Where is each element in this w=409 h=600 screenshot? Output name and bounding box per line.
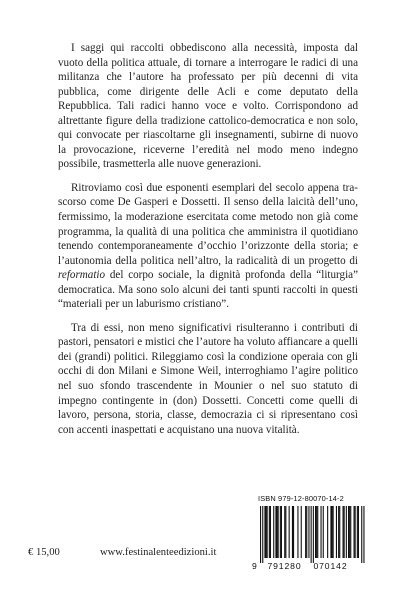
barcode-bar bbox=[315, 506, 316, 558]
barcode-bar bbox=[354, 506, 355, 558]
barcode-bar bbox=[293, 506, 294, 558]
barcode-bar bbox=[344, 506, 345, 558]
barcode-bar bbox=[358, 506, 359, 558]
isbn-label: ISBN 979-12-80070-14-2 bbox=[258, 494, 344, 503]
barcode-bar bbox=[333, 506, 334, 558]
barcode-bar bbox=[348, 506, 349, 558]
barcode-bar bbox=[284, 506, 285, 558]
paragraph-2 bbox=[58, 181, 358, 312]
barcode-bar bbox=[285, 506, 286, 558]
barcode-bar bbox=[327, 506, 328, 558]
barcode-bar bbox=[306, 506, 307, 558]
barcode-bar bbox=[280, 506, 281, 558]
barcode-bar bbox=[321, 506, 322, 558]
barcode-bar bbox=[336, 506, 337, 558]
barcode-bar bbox=[305, 506, 306, 558]
barcode-bar bbox=[317, 506, 318, 558]
barcode-guard-bar bbox=[260, 506, 261, 563]
barcode-guard-bar bbox=[262, 506, 263, 563]
barcode-bar bbox=[357, 506, 358, 558]
paragraph-3: Tra di essi, non meno significativi risulteranno i contributi di pastori, pensatori e mistici che l’autore ha voluto affiancare a quelli dei (grandi) politici. Rileggiamo così la condizione operaia con gli occhi di don Milani e Simone Weil, interroghiamo l’agire politico nel suo sfondo trascendente in Mounier o nel suo statuto di impegno contingente in (don) Dossetti. Concetti come quelli di lavoro, persona, storia, classe, democrazia ci si ripresentano così con accenti inaspettati e acquistano una nuova vitalità. bbox=[58, 321, 358, 436]
paragraph-2-part-1: Ritroviamo così due esponenti esemplari del secolo appena trascorso come De Gasperi e Dossetti. Il senso della laicità dell’uno, fermissimo, la moderazione esercitata come metodo non già come programma, la qualità di una politica che amministra il quotidiano tenendo contemporaneamente d’occhio l’orizzonte della storia; e l’autonomia della politica nell’altro, la radicalità di un progetto di bbox=[58, 181, 358, 267]
barcode-guard-bar bbox=[363, 506, 364, 563]
publisher-website: www.festinalenteedizioni.it bbox=[100, 547, 217, 558]
barcode-bar bbox=[278, 506, 279, 558]
barcode-bar bbox=[330, 506, 331, 558]
barcode-bar bbox=[275, 506, 276, 558]
barcode-guard-bar bbox=[313, 506, 314, 563]
barcode-guard-bar bbox=[361, 506, 362, 563]
barcode-bar bbox=[264, 506, 265, 558]
barcode-bar bbox=[292, 506, 293, 558]
price-label: € 15,00 bbox=[28, 547, 60, 558]
barcode-digits-left: 791280 bbox=[267, 561, 302, 571]
barcode-bar bbox=[301, 506, 302, 558]
barcode-bar bbox=[349, 506, 350, 558]
barcode-bar bbox=[323, 506, 324, 558]
barcode-bar bbox=[267, 506, 268, 558]
barcode-guard-bar bbox=[311, 506, 312, 563]
barcode-bar bbox=[266, 506, 267, 558]
barcode-bar bbox=[297, 506, 298, 558]
barcode-bar bbox=[270, 506, 271, 558]
barcode-bar bbox=[289, 506, 290, 558]
barcode-bar bbox=[273, 506, 274, 558]
barcode-bar bbox=[343, 506, 344, 558]
barcode-bar bbox=[316, 506, 317, 558]
barcode-bar bbox=[339, 506, 340, 558]
barcode-bar bbox=[355, 506, 356, 558]
barcode-bar bbox=[281, 506, 282, 558]
paragraph-2-part-2: del corpo sociale, la dignità profonda della “liturgia” democratica. Ma sono solo alcuni dei tanti spunti raccolti in questi “materiali per un laburismo cristiano”. bbox=[58, 269, 358, 311]
barcode-bar bbox=[338, 506, 339, 558]
barcode-digit-first: 9 bbox=[252, 561, 257, 571]
paragraph-1: I saggi qui raccolti obbediscono alla necessità, imposta dal vuoto della politica attuale, di tornare a interrogare le radici di una militanza che l’autore ha professato per più decenni di vita pubblica, come dirigente delle Acli e come deputato della Repubblica. Tali radici hanno voce e volto. Corrispondono ad altrettante figure della tradizione cattolico-democratica e non solo, qui convocate per riascoltarne gli insegnamenti, subirne di nuovo la provocazione, riceverne l’eredità nel modo meno indegno possibile, trasmetterla alle nuove generazioni. bbox=[58, 42, 358, 171]
barcode-bar bbox=[332, 506, 333, 558]
barcode-bar bbox=[350, 506, 351, 558]
barcode-image bbox=[249, 505, 367, 571]
barcode-bar bbox=[269, 506, 270, 558]
barcode-bar bbox=[277, 506, 278, 558]
back-cover-text bbox=[58, 41, 358, 437]
paragraph-2-italic-word: reformatio bbox=[58, 269, 106, 282]
barcode-bar bbox=[308, 506, 309, 558]
barcode-bar bbox=[346, 506, 347, 558]
barcode-digits-right: 070142 bbox=[313, 561, 348, 571]
